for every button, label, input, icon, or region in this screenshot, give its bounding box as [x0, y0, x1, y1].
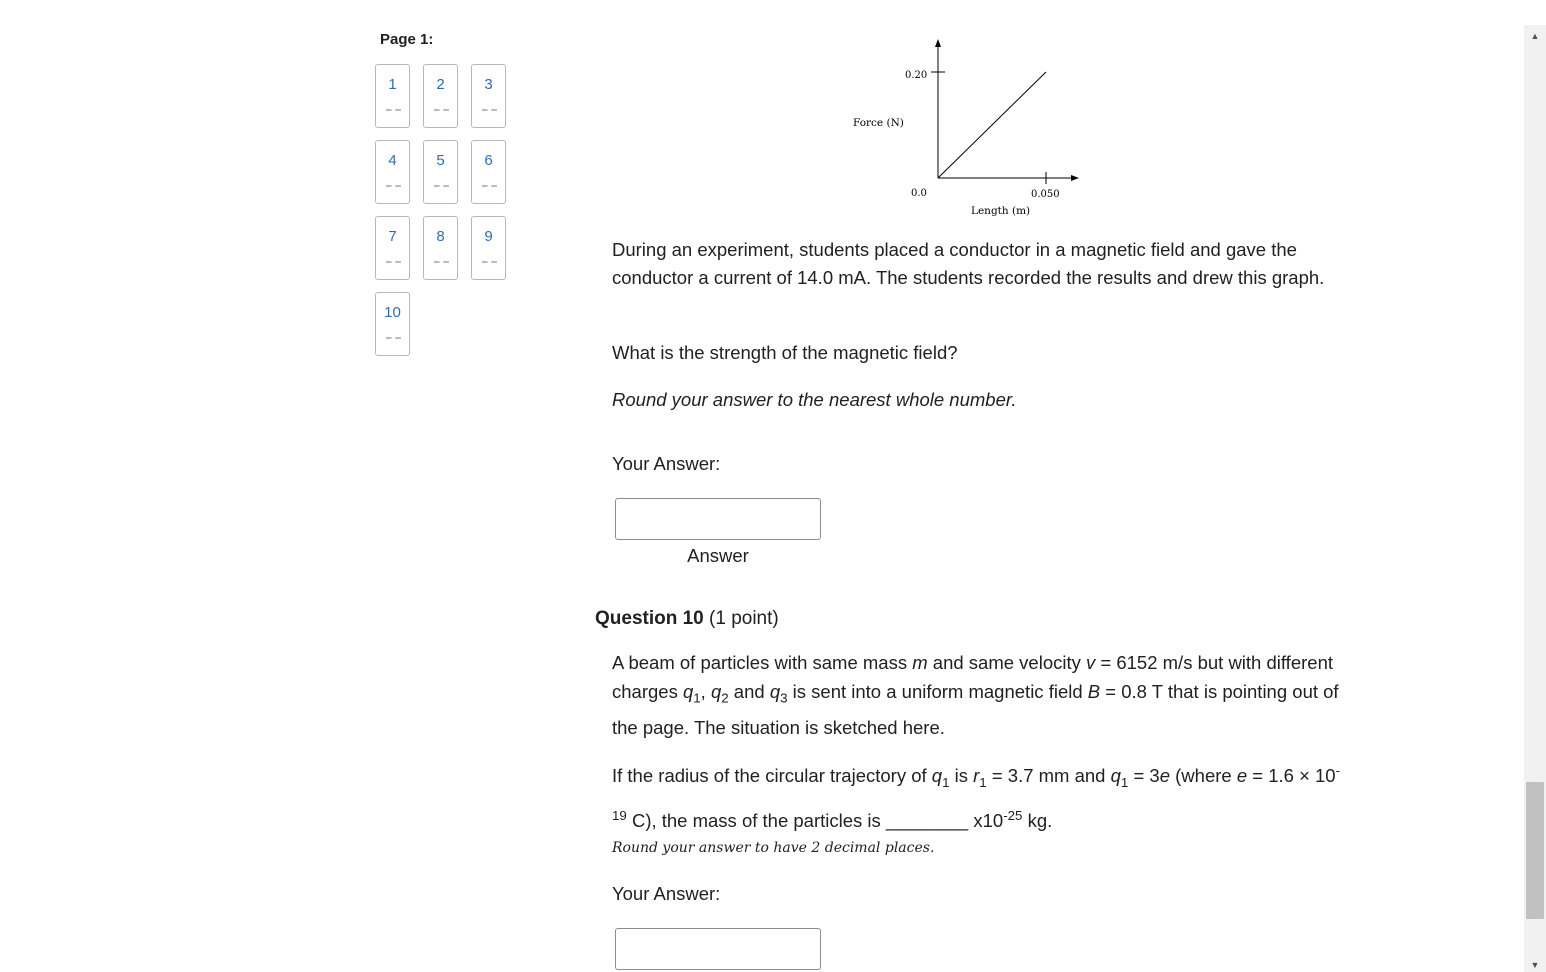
force-length-graph — [845, 36, 1085, 226]
question-10-text: A beam of particles with same mass m and same velocity v = 6152 m/s but with different charges $q_1$, $q_2$ and $q_3$ is sent into a uniform magnetic field B = 0.8 T that is pointing out of the page. The situation is sketched here. — [612, 652, 1339, 738]
question-9-prompt: What is the strength of the magnetic field? — [612, 342, 958, 363]
question-9-instruction: Round your answer to the nearest whole number. — [612, 389, 1017, 410]
question-nav-number: 7 — [388, 228, 397, 245]
question-nav-status — [434, 261, 449, 263]
question-nav-number: 4 — [388, 152, 397, 169]
question-10-answer-input[interactable] — [615, 928, 821, 970]
question-9-answer-input[interactable] — [615, 498, 821, 540]
question-nav-number: 1 — [388, 76, 397, 93]
y-axis-label: Force (N) — [853, 117, 904, 129]
question-nav-status — [386, 337, 401, 339]
question-nav-number: 5 — [436, 152, 445, 169]
question-nav-number: 2 — [436, 76, 445, 93]
question-nav-status — [482, 185, 497, 187]
data-series-line — [938, 72, 1046, 178]
x-axis-arrow-icon — [1071, 175, 1079, 181]
question-nav-number: 8 — [436, 228, 445, 245]
y-axis-arrow-icon — [935, 39, 941, 47]
question-nav-number: 3 — [484, 76, 493, 93]
answer-caption: Answer — [687, 545, 749, 566]
question-nav-status — [434, 109, 449, 111]
your-answer-label: Your Answer: — [612, 883, 721, 904]
scroll-down-arrow-icon[interactable]: ▼ — [1530, 960, 1540, 970]
question-nav-button-7[interactable] — [375, 216, 410, 280]
page-title: Page 1: — [380, 31, 434, 48]
question-nav-button-2[interactable] — [423, 64, 458, 128]
your-answer-label: Your Answer: — [612, 453, 721, 474]
question-nav-number: 10 — [384, 304, 401, 321]
question-nav-button-3[interactable] — [471, 64, 506, 128]
question-nav-status — [434, 185, 449, 187]
question-nav-status — [386, 109, 401, 111]
question-number: Question 10 — [595, 608, 704, 629]
question-10-prompt: If the radius of the circular trajectory of $q_1$ is $r_1 = 3.7$ mm and $q_1 = 3e$ (where $e = 1.6 \times 10^{-19}$ C), the mass of the particles is ________ $x10^{-25}$ kg. — [612, 763, 1341, 831]
question-nav-status — [386, 261, 401, 263]
question-nav-number: 6 — [484, 152, 493, 169]
x-tick-label: 0.050 — [1031, 189, 1060, 200]
question-nav-button-8[interactable] — [423, 216, 458, 280]
question-nav-button-10[interactable] — [375, 292, 410, 356]
scrollbar-thumb[interactable] — [1526, 782, 1544, 919]
question-nav-status — [482, 109, 497, 111]
question-nav-status — [482, 261, 497, 263]
question-nav-button-1[interactable] — [375, 64, 410, 128]
x-axis-label: Length (m) — [971, 205, 1031, 217]
question-10-header — [595, 608, 779, 630]
question-nav-status — [386, 185, 401, 187]
question-nav-button-9[interactable] — [471, 216, 506, 280]
question-9-text: During an experiment, students placed a conductor in a magnetic field and gave the conductor a current of 14.0 mA. The students recorded the results and drew this graph. — [612, 239, 1325, 288]
question-nav-button-4[interactable] — [375, 140, 410, 204]
question-10-instruction: Round your answer to have 2 decimal places. — [612, 840, 935, 856]
y-tick-label: 0.20 — [905, 70, 928, 81]
question-points: (1 point) — [709, 608, 779, 629]
question-nav-button-6[interactable] — [471, 140, 506, 204]
scroll-up-arrow-icon[interactable]: ▲ — [1530, 31, 1540, 41]
origin-label: 0.0 — [911, 188, 927, 199]
question-nav-button-5[interactable] — [423, 140, 458, 204]
question-nav-number: 9 — [484, 228, 493, 245]
